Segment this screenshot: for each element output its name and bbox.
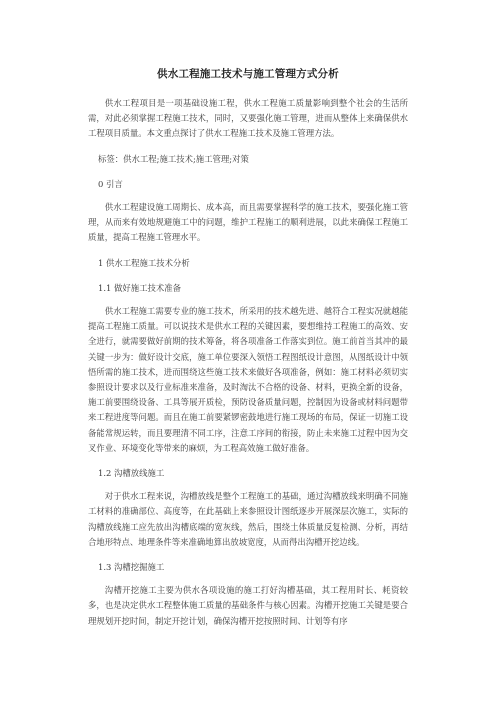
- abstract-paragraph: 供水工程项目是一项基础设施工程，供水工程施工质量影响到整个社会的生活所需，对此必须掌握工程施工技术，同时，又要强化施工管理，进而从整体上来确保供水工程项目质量。本文重点探讨了供水工程施工技术及施工管理方法。: [88, 98, 408, 139]
- section-body-1-1: 供水工程施工需要专业的施工技术，所采用的技术越先进、越符合工程实况就越能提高工程施工质量。可以说技术是供水工程的关键因素，要想维持工程施工的高效、安全进行，就需要做好前期的技术筹备，将各项准备工作落实到位。施工前首当其冲的最关键一步为：做好设计交底，施工单位要深入领悟工程图纸设计意图，从图纸设计中领悟所需的施工技术，进而围绕这些施工技术来做好各项准备，例如：施工材料必须切实参照设计要求以及行业标准来准备，及时淘汰不合格的设备、材料，更换全新的设备，施工前要围绕设备、工具等展开质检，预防设备质量问题，控制因为设备或材料问题带来工程进度等问题。而且在施工前要紧锣密鼓地进行施工现场的布局，保证一切施工设备能常规运转，而且要理清不同工序，注意工序间的衔接，防止未来施工过程中因为交叉作业、环境变化等带来的麻烦，为工程高效施工做好准备。: [88, 306, 408, 453]
- section-body-intro: 供水工程建设施工周期长、成本高，而且需要掌握科学的施工技术，要强化施工管理，从而来有效地规避施工中的问题，维护工程施工的顺利进展，以此来确保工程施工质量，提高工程施工管理水平。: [88, 202, 408, 243]
- section-heading-1-1: 1.1 做好施工技术准备: [98, 282, 181, 293]
- document-title: 供水工程施工技术与施工管理方式分析: [157, 68, 339, 80]
- section-body-1-2: 对于供水工程来说，沟槽放线是整个工程施工的基础，通过沟槽放线来明确不同施工材料的准确部位、高度等，在此基础上来参照设计图纸逐步开展深层次施工，实际的沟槽放线施工应先放出沟槽底端的宽灰线，然后，围绕土体质量反复检测、分析，再结合地形特点、地理条件等来准确地算出放坡宽度，从而得出沟槽开挖边线。: [88, 491, 408, 547]
- section-heading-1-3: 1.3 沟槽挖掘施工: [98, 562, 165, 573]
- section-body-1-3: 沟槽开挖施工主要为供水各项设施的施工打好沟槽基础，其工程用时长、耗资较多，也是决定供水工程整体施工质量的基础条件与核心因素。沟槽开挖施工关键是要合理规划开挖时间，制定开挖计划，确保沟槽开挖按照时间、计划等有序: [88, 585, 408, 626]
- keywords-line: 标签：供水工程;施工技术;施工管理;对策: [98, 153, 249, 164]
- section-heading-intro: 0 引言: [98, 178, 123, 189]
- section-heading-1-2: 1.2 沟槽放线施工: [98, 468, 165, 479]
- section-heading-1: 1 供水工程施工技术分析: [98, 257, 190, 268]
- document-page: [88, 0, 408, 629]
